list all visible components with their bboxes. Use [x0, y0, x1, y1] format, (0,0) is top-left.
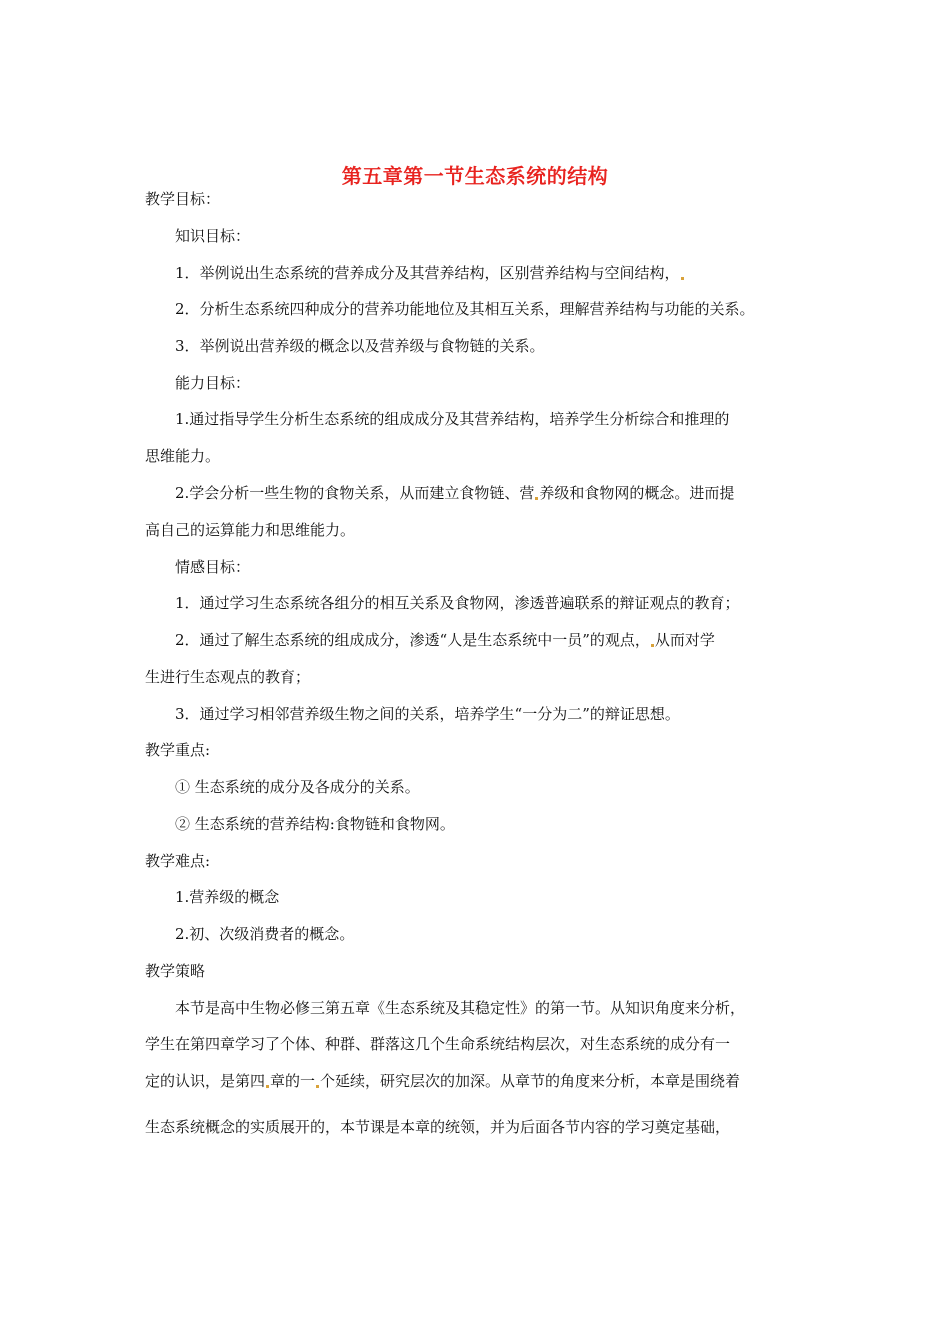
- speck-mark: [316, 1085, 319, 1088]
- strategy-heading: 教学策略: [145, 962, 206, 980]
- strategy-paragraph-line-4: 生态系统概念的实质展开的，本节课是本章的统领，并为后面各节内容的学习奠定基础，: [145, 1118, 731, 1136]
- strategy-paragraph-line-1: 本节是高中生物必修三第五章《生态系统及其稳定性》的第一节。从知识角度来分析，: [175, 999, 746, 1017]
- speck-mark: [681, 277, 684, 280]
- ability-item-2-line-2: 高自己的运算能力和思维能力。: [145, 521, 356, 539]
- ability-item-1-line-2: 思维能力。: [145, 447, 221, 465]
- emotion-item-1: 1．通过学习生态系统各组分的相互关系及食物网，渗透普遍联系的辩证观点的教育；: [175, 594, 740, 612]
- emotion-heading: 情感目标：: [175, 558, 251, 576]
- objectives-heading: 教学目标：: [145, 190, 221, 208]
- key-points-heading: 教学重点:: [145, 741, 211, 759]
- key-point-2: ② 生态系统的营养结构:食物链和食物网。: [175, 815, 455, 833]
- knowledge-item-1: [175, 264, 685, 282]
- key-point-1: ① 生态系统的成分及各成分的关系。: [175, 778, 420, 796]
- ability-item-2-line-1: [175, 484, 734, 502]
- knowledge-item-3: 3．举例说出营养级的概念以及营养级与食物链的关系。: [175, 337, 545, 355]
- emotion-item-2-line-2: 生进行生态观点的教育；: [145, 668, 311, 686]
- ability-item-2-text-b: 养级和食物网的概念。进而提: [539, 484, 735, 502]
- speck-mark: [266, 1085, 269, 1088]
- page-title: 第五章第一节生态系统的结构: [341, 164, 609, 188]
- difficulties-heading: 教学难点:: [145, 852, 211, 870]
- ability-heading: 能力目标：: [175, 374, 251, 392]
- difficulty-2: 2.初、次级消费者的概念。: [175, 925, 355, 943]
- strategy-line-3-text-b: 章的一: [270, 1072, 316, 1090]
- emotion-item-3: 3．通过学习相邻营养级生物之间的关系，培养学生“一分为二”的辩证思想。: [175, 705, 680, 723]
- emotion-item-2-text-b: 从而对学: [654, 631, 715, 649]
- speck-mark: [651, 644, 654, 647]
- difficulty-1: 1.营养级的概念: [175, 888, 280, 906]
- strategy-line-3-text-c: 个延续，研究层次的加深。从章节的角度来分析，本章是围绕着: [320, 1072, 741, 1090]
- emotion-item-2-line-1: [175, 631, 715, 649]
- ability-item-1-line-1: 1.通过指导学生分析生态系统的组成成分及其营养结构，培养学生分析综合和推理的: [175, 410, 730, 428]
- strategy-line-3-text-a: 定的认识，是第四: [145, 1072, 266, 1090]
- ability-item-2-text-a: 2.学会分析一些生物的食物关系，从而建立食物链、营: [175, 484, 535, 502]
- knowledge-heading: 知识目标：: [175, 227, 251, 245]
- strategy-paragraph-line-2: 学生在第四章学习了个体、种群、群落这几个生命系统结构层次，对生态系统的成分有一: [145, 1035, 731, 1053]
- knowledge-item-2: 2．分析生态系统四种成分的营养功能地位及其相互关系，理解营养结构与功能的关系。: [175, 300, 755, 318]
- knowledge-item-1-text: 1．举例说出生态系统的营养成分及其营养结构，区别营养结构与空间结构，: [175, 264, 680, 282]
- strategy-paragraph-line-3: [145, 1072, 740, 1090]
- emotion-item-2-text-a: 2．通过了解生态系统的组成成分，渗透“人是生态系统中一员”的观点，: [175, 631, 650, 649]
- speck-mark: [535, 497, 538, 500]
